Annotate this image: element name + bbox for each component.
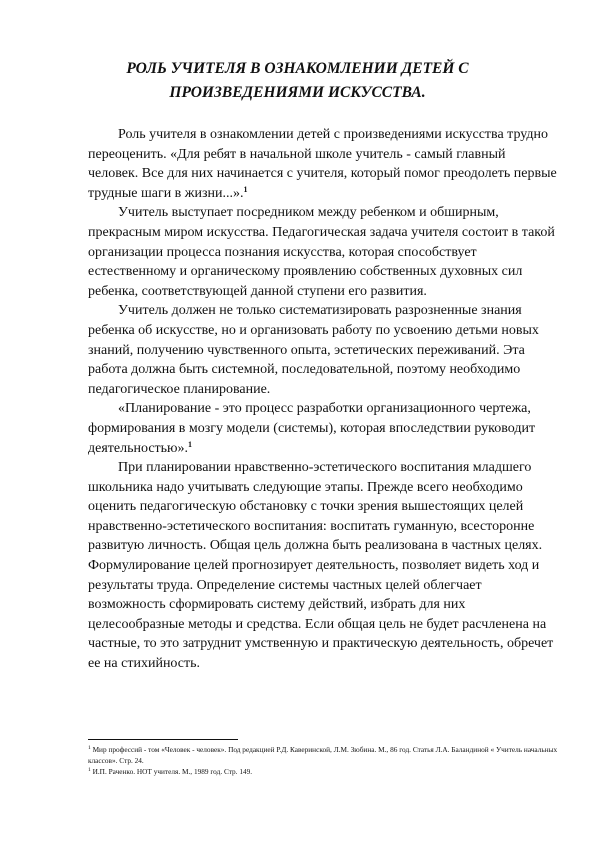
document-body [88, 125, 558, 674]
footnote-reference[interactable]: 1 [188, 439, 192, 449]
footnote-text: Мир профессий - том «Человек - человек». Под редакцией Р.Д. Каверинской, Л.М. Зюбина. М., 86 год. Статья Л.А. Баландиной « Учитель начальных классов». Стр. 24. [88, 745, 558, 765]
paragraph [88, 458, 558, 674]
footnote-separator [88, 739, 238, 740]
footnote [88, 766, 558, 777]
footnote [88, 744, 558, 766]
footnote-mark: 1 [88, 767, 91, 773]
paragraph-text: «Планирование - это процесс разработки организационного чертежа, формирования в мозгу модели (системы), которая впоследствии руководит деятельностью». [88, 401, 536, 456]
document-title: РОЛЬ УЧИТЕЛЯ В ОЗНАКОМЛЕНИИ ДЕТЕЙ С ПРОИЗВЕДЕНИЯМИ ИСКУССТВА. [126, 60, 469, 101]
paragraph [88, 203, 558, 301]
footnote-mark: 1 [88, 745, 91, 751]
footnote-text: И.П. Раченко. НОТ учителя. М., 1989 год. Стр. 149. [90, 767, 253, 776]
paragraph [88, 301, 558, 399]
paragraph-text: Роль учителя в ознакомлении детей с произведениями искусства трудно переоценить. «Для ребят в начальной школе учитель - самый главный человек. Все для них начинается с учителя, который помог преодолеть первые трудные шаги в жизни...». [88, 127, 557, 201]
footnote-reference[interactable]: 1 [243, 184, 248, 194]
footnotes [88, 744, 558, 777]
paragraph-text: При планировании нравственно-эстетического воспитания младшего школьника надо учитывать следующие этапы. Прежде всего необходимо оценить педагогическую обстановку с точки зрения вышестоящих целей нравственно-эстетического воспитания: воспитать гуманную, всесторонне развитую личность. Общая цель должна быть реализована в частных целях. Формулирование целей прогнозирует деятельность, позволяет видеть ход и результаты труда. Определение системы частных целей облегчает возможность сформировать систему действий, избрать для них целесообразные методы и средства. Если общая цель не будет расчленена на частные, то это затруднит умственную и практическую деятельность, обречет ее на стихийность. [88, 460, 554, 672]
paragraph-text: Учитель выступает посредником между ребенком и обширным, прекрасным миром искусства. Педагогическая задача учителя состоит в такой организации процесса познания искусства, которая способствует естественному и органическому проявлению собственных духовных сил ребенка, соответствующей данной ступени его развития. [88, 205, 555, 299]
paragraph [88, 125, 558, 203]
paragraph [88, 399, 558, 458]
paragraph-text: Учитель должен не только систематизировать разрозненные знания ребенка об искусстве, но и организовать работу по усвоению детьми новых знаний, получению чувственного опыта, эстетических переживаний. Эта работа должна быть системной, последовательной, поэтому необходимо педагогическое планирование. [88, 303, 539, 397]
